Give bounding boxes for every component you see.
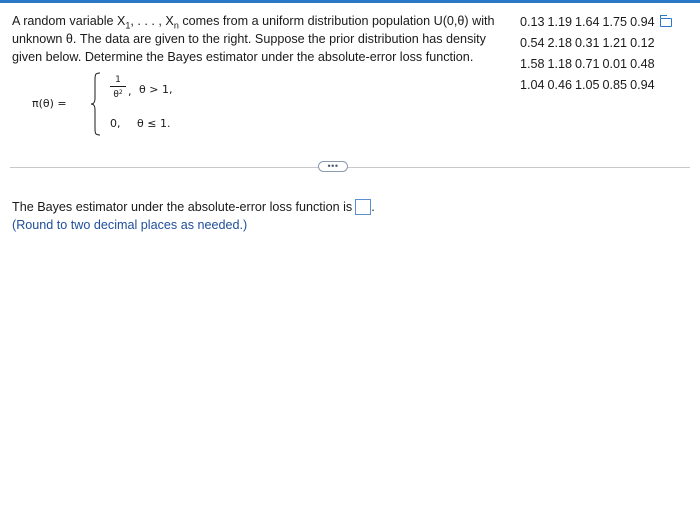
problem-statement (12, 12, 504, 66)
problem-text-3: comes from a uniform distribution population U(0,θ) with unknown θ. The data are given to the right. Suppose the prior distribution has density given below. Determine the Bayes estimator under the absolute-error loss function. (12, 14, 495, 64)
case1-comma: , (128, 85, 132, 98)
data-row (520, 75, 692, 96)
fraction (110, 75, 126, 101)
data-value: 0.85 (602, 78, 628, 92)
data-value: 1.19 (547, 15, 573, 29)
data-row (520, 33, 692, 54)
top-accent-rule (0, 0, 700, 3)
data-value: 0.01 (602, 57, 628, 71)
denominator-base: θ (113, 90, 119, 100)
case2-value: 0, (110, 117, 121, 130)
data-row (520, 54, 692, 75)
fraction-denominator (110, 87, 126, 101)
data-row (520, 12, 692, 33)
answer-prompt: The Bayes estimator under the absolute-error loss function is (12, 200, 353, 214)
data-value: 0.46 (547, 78, 573, 92)
data-value: 1.64 (575, 15, 600, 29)
data-value: 1.75 (602, 15, 628, 29)
data-value: 0.13 (520, 15, 545, 29)
prior-density-formula (32, 70, 232, 142)
rounding-hint: (Round to two decimal places as needed.) (12, 218, 248, 232)
answer-input[interactable] (355, 199, 371, 215)
subscript-1: 1 (125, 20, 131, 31)
data-value: 1.58 (520, 57, 545, 71)
data-value: 0.54 (520, 36, 545, 50)
data-value: 1.05 (575, 78, 600, 92)
data-value: 1.04 (520, 78, 545, 92)
expand-more-button[interactable]: ••• (318, 161, 348, 172)
data-value: 0.94 (630, 78, 655, 92)
problem-text-1: A random variable X (12, 14, 126, 28)
answer-line (12, 198, 375, 216)
case1-condition: θ > 1, (139, 83, 173, 96)
prior-lhs: π(θ) = (32, 97, 67, 110)
section-divider (10, 167, 690, 168)
data-value: 0.12 (630, 36, 655, 50)
data-value: 1.21 (602, 36, 628, 50)
answer-suffix: . (371, 200, 375, 214)
denominator-exponent: 2 (118, 89, 123, 96)
copy-data-icon[interactable] (660, 18, 672, 27)
data-value: 0.71 (575, 57, 600, 71)
subscript-n: n (173, 20, 179, 31)
fraction-numerator: 1 (110, 75, 126, 87)
data-value: 0.94 (630, 15, 655, 29)
data-value: 2.18 (547, 36, 573, 50)
data-value: 1.18 (547, 57, 573, 71)
problem-text-2: , . . . , X (130, 14, 174, 28)
data-value: 0.31 (575, 36, 600, 50)
left-brace-icon (90, 72, 102, 136)
data-value: 0.48 (630, 57, 655, 71)
case2-condition: θ ≤ 1. (137, 117, 171, 130)
data-table (520, 12, 692, 96)
